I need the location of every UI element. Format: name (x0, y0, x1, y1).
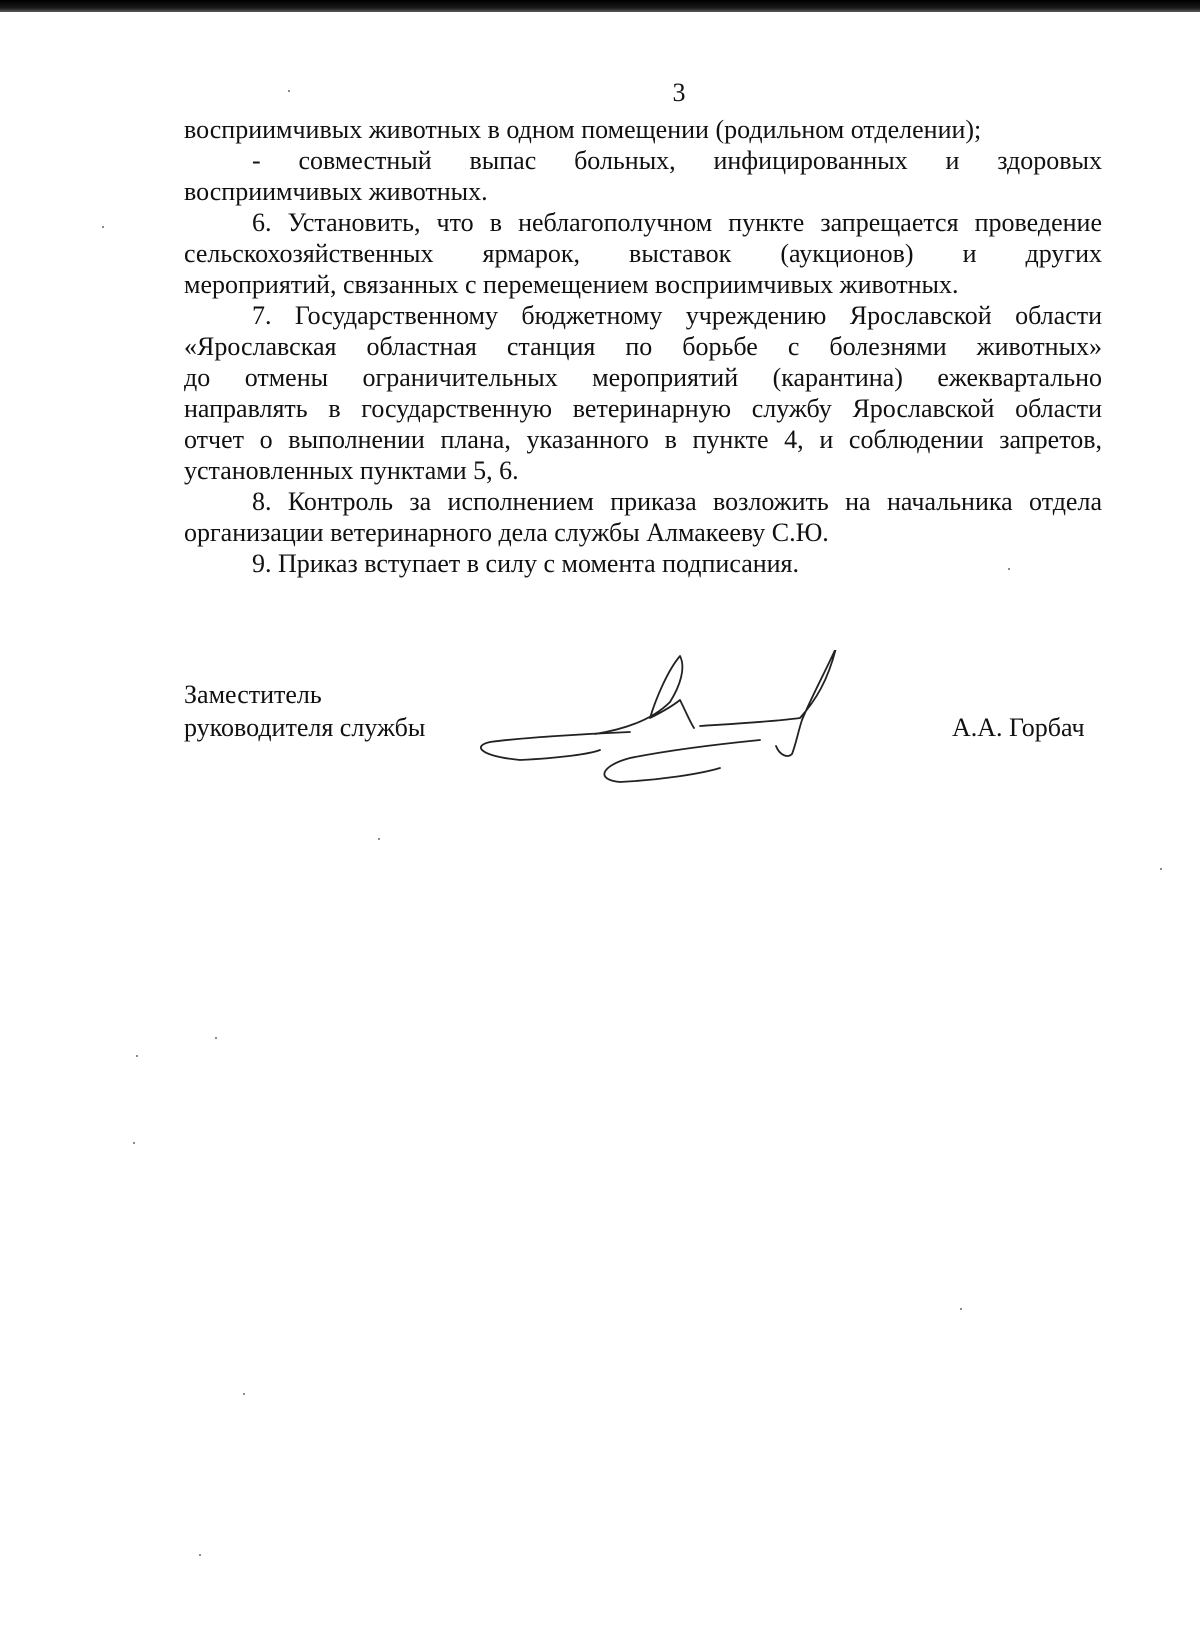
text-line: направлять в государственную ветеринарную службу Ярославской области (184, 394, 1102, 423)
scan-speck (199, 1554, 201, 1556)
signer-name: А.А. Горбач (952, 713, 1085, 742)
scan-speck (133, 1142, 135, 1144)
scan-speck (378, 838, 380, 840)
text-line: отчет о выполнении плана, указанного в пункте 4, и соблюдении запретов, (184, 425, 1102, 454)
scan-top-edge (0, 0, 1200, 12)
handwritten-signature (480, 650, 900, 810)
text-line: «Ярославская областная станция по борьбе с болезнями животных» (184, 332, 1102, 361)
text-line: восприимчивых животных в одном помещении (родильном отделении); (184, 115, 982, 144)
text-line: установленных пунктами 5, 6. (184, 456, 519, 485)
scan-speck (288, 90, 290, 92)
scan-speck (215, 1037, 217, 1039)
scan-speck (243, 1393, 245, 1395)
paragraph-6-line: 6. Установить, что в неблагополучном пункте запрещается проведение (252, 208, 1102, 237)
signer-position-line1: Заместитель (184, 680, 322, 709)
paragraph-7-line: 7. Государственному бюджетному учреждению Ярославской области (252, 301, 1102, 330)
page-number: 3 (672, 78, 686, 107)
text-line: до отмены ограничительных мероприятий (карантина) ежеквартально (184, 363, 1102, 392)
text-line: организации ветеринарного дела службы Алмакееву С.Ю. (184, 518, 829, 547)
scan-speck (960, 1308, 962, 1310)
scan-speck (1160, 868, 1162, 870)
text-line: восприимчивых животных. (184, 177, 488, 206)
scan-speck (1008, 568, 1010, 570)
text-line: мероприятий, связанных с перемещением восприимчивых животных. (184, 270, 959, 299)
text-line: - совместный выпас больных, инфицированных и здоровых (252, 146, 1102, 175)
text-line: сельскохозяйственных ярмарок, выставок (аукционов) и других (184, 239, 1102, 268)
document-body (184, 114, 1102, 579)
signer-position (184, 678, 425, 744)
paragraph-8-line: 8. Контроль за исполнением приказа возложить на начальника отдела (252, 487, 1102, 516)
scan-speck (102, 226, 104, 228)
scan-speck (136, 1055, 138, 1057)
paragraph-9-line: 9. Приказ вступает в силу с момента подписания. (252, 549, 800, 578)
signer-position-line2: руководителя службы (184, 713, 426, 742)
